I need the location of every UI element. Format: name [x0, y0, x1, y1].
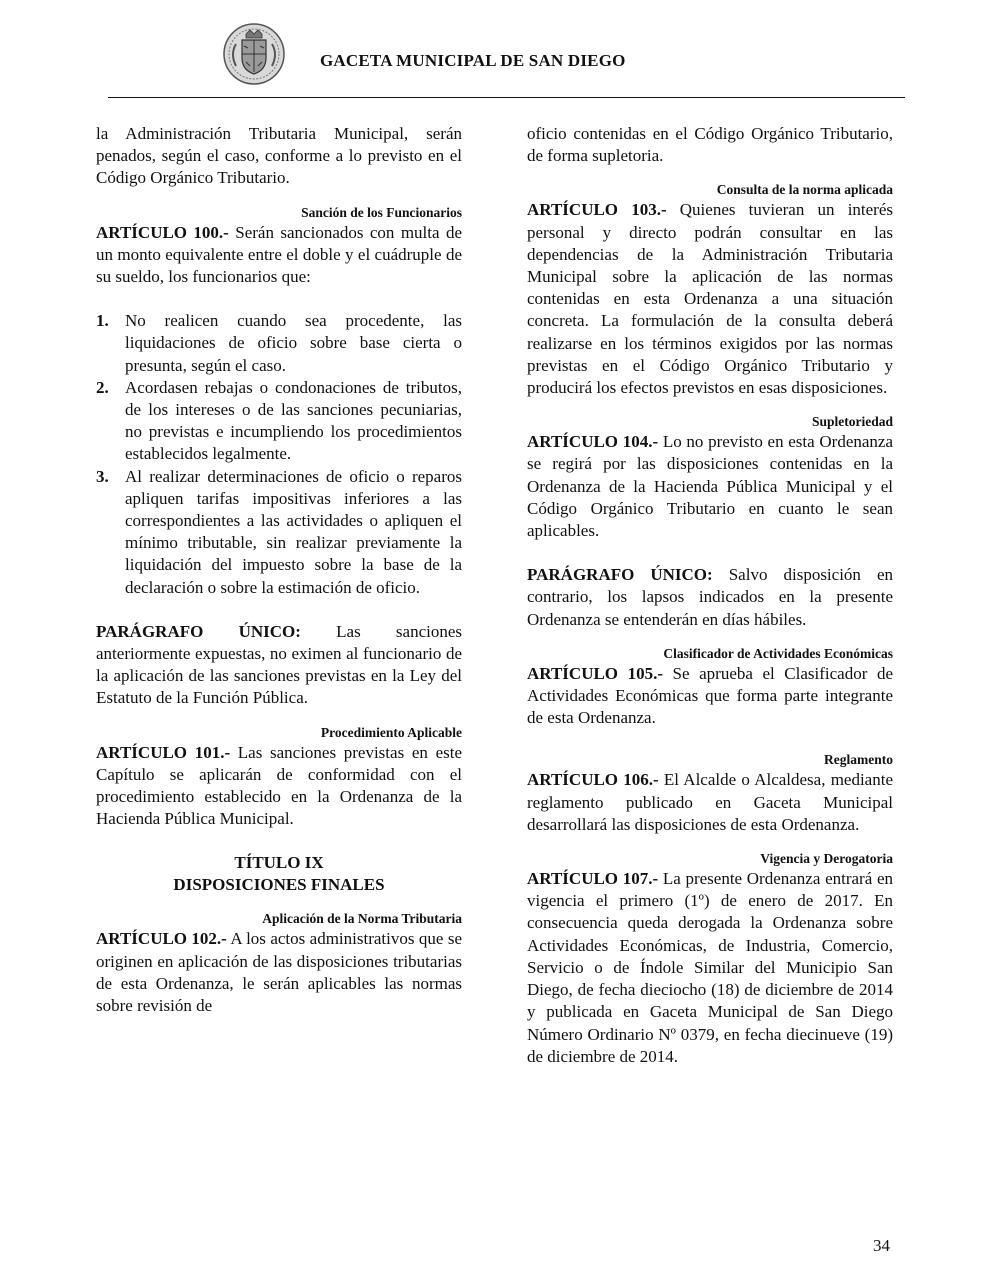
list-item-number: 2.	[96, 377, 109, 397]
article-101-label: ARTÍCULO 101.-	[96, 742, 231, 762]
paragrafo-label: PARÁGRAFO ÚNICO:	[527, 565, 713, 585]
left-column	[96, 123, 462, 1017]
paragrafo-label: PARÁGRAFO ÚNICO:	[96, 621, 301, 641]
article-107-label: ARTÍCULO 107.-	[527, 869, 659, 889]
article-106-label: ARTÍCULO 106.-	[527, 770, 659, 790]
article-106-text: El Alcalde o Alcaldesa, mediante reglamento publicado en Gaceta Municipal desarrollará las disposiciones de esta Ordenanza.	[527, 770, 893, 834]
article-100-paragrafo	[96, 621, 462, 710]
paragrafo-text: Salvo disposición en contrario, los lapsos indicados en la presente Ordenanza se entenderán en días hábiles.	[527, 565, 893, 629]
list-item-text: Acordasen rebajas o condonaciones de tributos, de los intereses o de las sanciones pecuniarias, no previstas e incumpliendo los procedimientos establecidos legalmente.	[125, 377, 462, 464]
page-header	[0, 0, 990, 100]
title-ix: TÍTULO IX	[234, 853, 324, 873]
article-104-label: ARTÍCULO 104.-	[527, 432, 659, 452]
article-100-label: ARTÍCULO 100.-	[96, 222, 229, 242]
article-105-label: ARTÍCULO 105.-	[527, 663, 663, 683]
article-100-paragraph	[96, 222, 462, 289]
article-104-paragraph	[527, 431, 893, 542]
article-105-heading: Clasificador de Actividades Económicas	[663, 645, 893, 661]
article-107-paragraph	[527, 868, 893, 1068]
article-104-paragrafo	[527, 564, 893, 631]
list-item-number: 1.	[96, 311, 109, 331]
list-item	[96, 466, 462, 599]
article-106-paragraph	[527, 769, 893, 836]
article-103-label: ARTÍCULO 103.-	[527, 200, 667, 220]
article-105-text: Se aprueba el Clasificador de Actividades Económicas que forma parte integrante de esta Ordenanza.	[527, 663, 893, 728]
article-107-heading: Vigencia y Derogatoria	[760, 851, 893, 867]
list-item-text: No realicen cuando sea procedente, las liquidaciones de oficio sobre base cierta o presunta, según el caso.	[125, 311, 462, 375]
article-103-paragraph	[527, 199, 893, 399]
page-number: 34	[873, 1236, 890, 1255]
list-item-number: 3.	[96, 466, 109, 486]
list-item	[96, 310, 462, 377]
title-ix-subtitle: DISPOSICIONES FINALES	[173, 875, 385, 895]
article-102-heading: Aplicación de la Norma Tributaria	[262, 911, 462, 927]
article-101-heading: Procedimiento Aplicable	[320, 724, 462, 740]
header-divider	[108, 97, 905, 98]
article-103-text: Quienes tuvieran un interés personal y directo podrán consultar en las dependencias de la Administración Tributaria Municipal sobre la aplicación de las normas contenidas en esta Ordenanza a una situación concreta. La formulación de la consulta deberá realizarse en los términos exigidos por las normas previstas en el Código Orgánico Tributario y producirá los efectos previstos en esas disposiciones.	[527, 200, 894, 398]
list-item-text: Al realizar determinaciones de oficio o reparos apliquen tarifas impositivas inferiores a las correspondientes a las actividades o apliquen el mínimo tributable, sin realizar previamente la liquidación del impuesto sobre la base de la declaración o sobre la estimación de oficio.	[125, 466, 462, 597]
article-100-text: Serán sancionados con multa de un monto equivalente entre el doble y el cuádruple de su sueldo, los funcionarios que:	[96, 222, 463, 287]
intro-paragraph: la Administración Tributaria Municipal, serán penados, según el caso, conforme a lo previsto en el Código Orgánico Tributario.	[96, 124, 462, 188]
article-107-text: La presente Ordenanza entrará en vigencia el primero (1º) de enero de 2017. En consecuencia queda derogada la Ordenanza sobre Actividades Económicas, de Industria, Comercio, Servicio o de Índole Similar del Municipio San Diego, de fecha dieciocho (18) de diciembre de 2014 y publicada en Gaceta Municipal de San Diego Número Ordinario Nº 0379, en fecha diecinueve (19) de diciembre de 2014.	[527, 869, 894, 1066]
continuation-paragraph: oficio contenidas en el Código Orgánico Tributario, de forma supletoria.	[527, 124, 893, 166]
article-104-text: Lo no previsto en esta Ordenanza se regirá por las disposiciones contenidas en la Ordenanza de la Hacienda Pública Municipal y el Código Orgánico Tributario en cuanto le sean aplicables.	[527, 432, 893, 541]
article-102-text: A los actos administrativos que se originen en aplicación de las disposiciones tributarias de esta Ordenanza, le serán aplicables las normas sobre revisión de	[96, 929, 463, 1016]
article-106-heading: Reglamento	[824, 752, 893, 768]
article-101-text: Las sanciones previstas en este Capítulo se aplicarán de conformidad con el procedimiento establecido en la Ordenanza de la Hacienda Pública Municipal.	[96, 742, 462, 829]
article-102-label: ARTÍCULO 102.-	[96, 929, 227, 949]
article-102-paragraph	[96, 928, 462, 1017]
paragrafo-text: Las sanciones anteriormente expuestas, no eximen al funcionario de la aplicación de las sanciones previstas en la Ley del Estatuto de la Función Pública.	[96, 621, 463, 708]
article-105-paragraph	[527, 663, 893, 730]
right-column	[527, 123, 893, 1068]
article-104-heading: Supletoriedad	[811, 414, 893, 430]
municipal-coat-of-arms-icon	[222, 22, 286, 86]
article-100-heading: Sanción de los Funcionarios	[301, 204, 462, 220]
publication-title: GACETA MUNICIPAL DE SAN DIEGO	[320, 51, 626, 70]
list-item	[96, 377, 462, 466]
article-103-heading: Consulta de la norma aplicada	[716, 182, 893, 198]
article-100-list	[96, 310, 462, 599]
article-101-paragraph	[96, 742, 462, 831]
